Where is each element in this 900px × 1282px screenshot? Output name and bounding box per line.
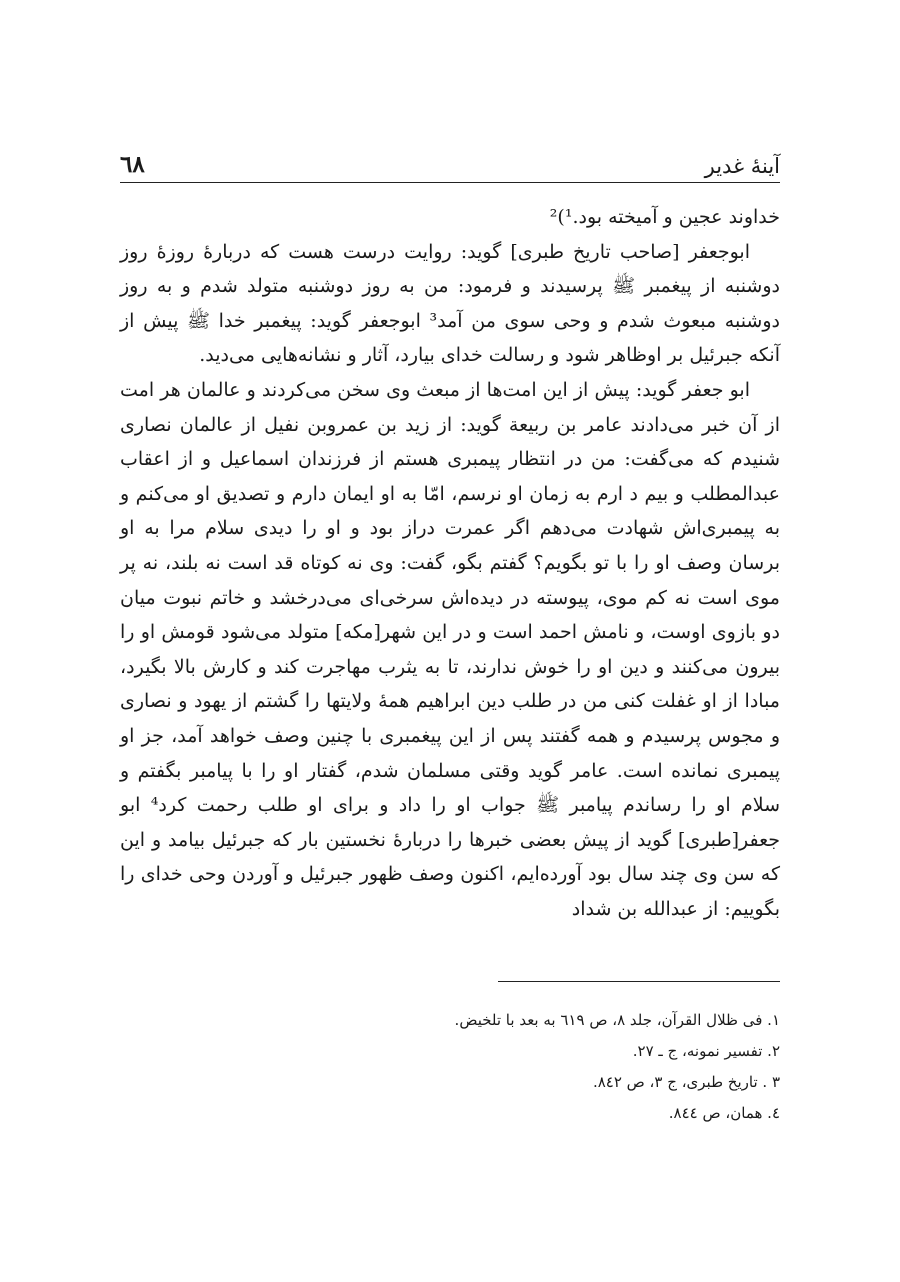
footnotes-list (120, 1005, 780, 1129)
page-number: ٦٨ (120, 151, 145, 178)
footnote-item: ٣ . تاریخ طبری، ج ٣، ص ٨٤٢. (592, 1073, 780, 1091)
paragraph-continuation: خداوند عجین و آمیخته بود.¹)² (549, 206, 780, 228)
book-title: آینهٔ غدیر (704, 154, 780, 178)
footnote-item: ٤. همان، ص ٨٤٤. (668, 1104, 780, 1122)
footnote-separator (498, 981, 780, 982)
running-header (120, 142, 780, 183)
body-text (120, 200, 780, 926)
footnote-item: ٢. تفسیر نمونه، ج ـ ٢٧. (632, 1042, 780, 1060)
footnote-item: ١. فی ظلال القرآن، جلد ٨، ص ٦١٩ به بعد با تلخیض. (454, 1011, 780, 1029)
paragraph-amir-ibn-rabia: ابو جعفر گوید: پیش از این امت‌ها از مبعث وی سخن می‌کردند و عالمان هر امت از آن خبر می‌دادند عامر بن ربیعة گوید: از زید بن عمروبن نفیل از عالمان نصاری شنیدم که می‌گفت: من در انتظار پیمبری هستم از فرزندان اسماعیل و از اعقاب عبدالمطلب و بیم د ارم به زمان او نرسم، امّا به او ایمان دارم و تصدیق او می‌کنم و به پیمبری‌اش شهادت می‌دهم اگر عمرت دراز بود و او را دیدی سلام مرا به او برسان وصف او را با تو بگویم؟ گفتم بگو، گفت: وی نه کوتاه قد است نه بلند، نه پر موی است نه کم موی، پیوسته در دیده‌اش سرخی‌ای می‌درخشد و خاتم نبوت میان دو بازوی اوست، و نامش احمد است و در این شهر[مکه] متولد می‌شود قومش او را بیرون می‌کنند و دین او را خوش ندارند، تا به یثرب مهاجرت کند و کارش بالا بگیرد، مبادا از او غفلت کنی من در طلب دین ابراهیم همهٔ ولایتها را گشتم از یهود و نصاری و مجوس پرسیدم و همه گفتند پس از این پیغمبری با چنین وصف خواهد آمد، جز او پیمبری نمانده است. عامر گوید وقتی مسلمان شدم، گفتار او را با پیامبر بگفتم و سلام او را رساندم پیامبر ﷺ جواب او را داد و برای او طلب رحمت کرد⁴ ابو جعفر[طبری] گوید از پیش بعضی خبرها را دربارهٔ نخستین بار که جبرئیل بیامد و این که سن وی چند سال بود آورده‌ایم، اکنون وصف ظهور جبرئیل و آوردن وحی خدای را بگوییم: از عبدالله بن شداد (120, 378, 780, 920)
paragraph-abujafar-monday: ابوجعفر [صاحب تاریخ طبری] گوید: روایت درست هست که دربارهٔ روزهٔ روز دوشنبه از پیغمبر ﷺ پرسیدند و فرمود: من به روز دوشنبه متولد شدم و به روز دوشنبه مبعوث شدم و وحی سوی من آمد³ ابوجعفر گوید: پیغمبر خدا ﷺ پیش از آنکه جبرئیل بر اوظاهر شود و رسالت خدای بیارد، آثار و نشانه‌هایی می‌دید. (120, 240, 780, 367)
